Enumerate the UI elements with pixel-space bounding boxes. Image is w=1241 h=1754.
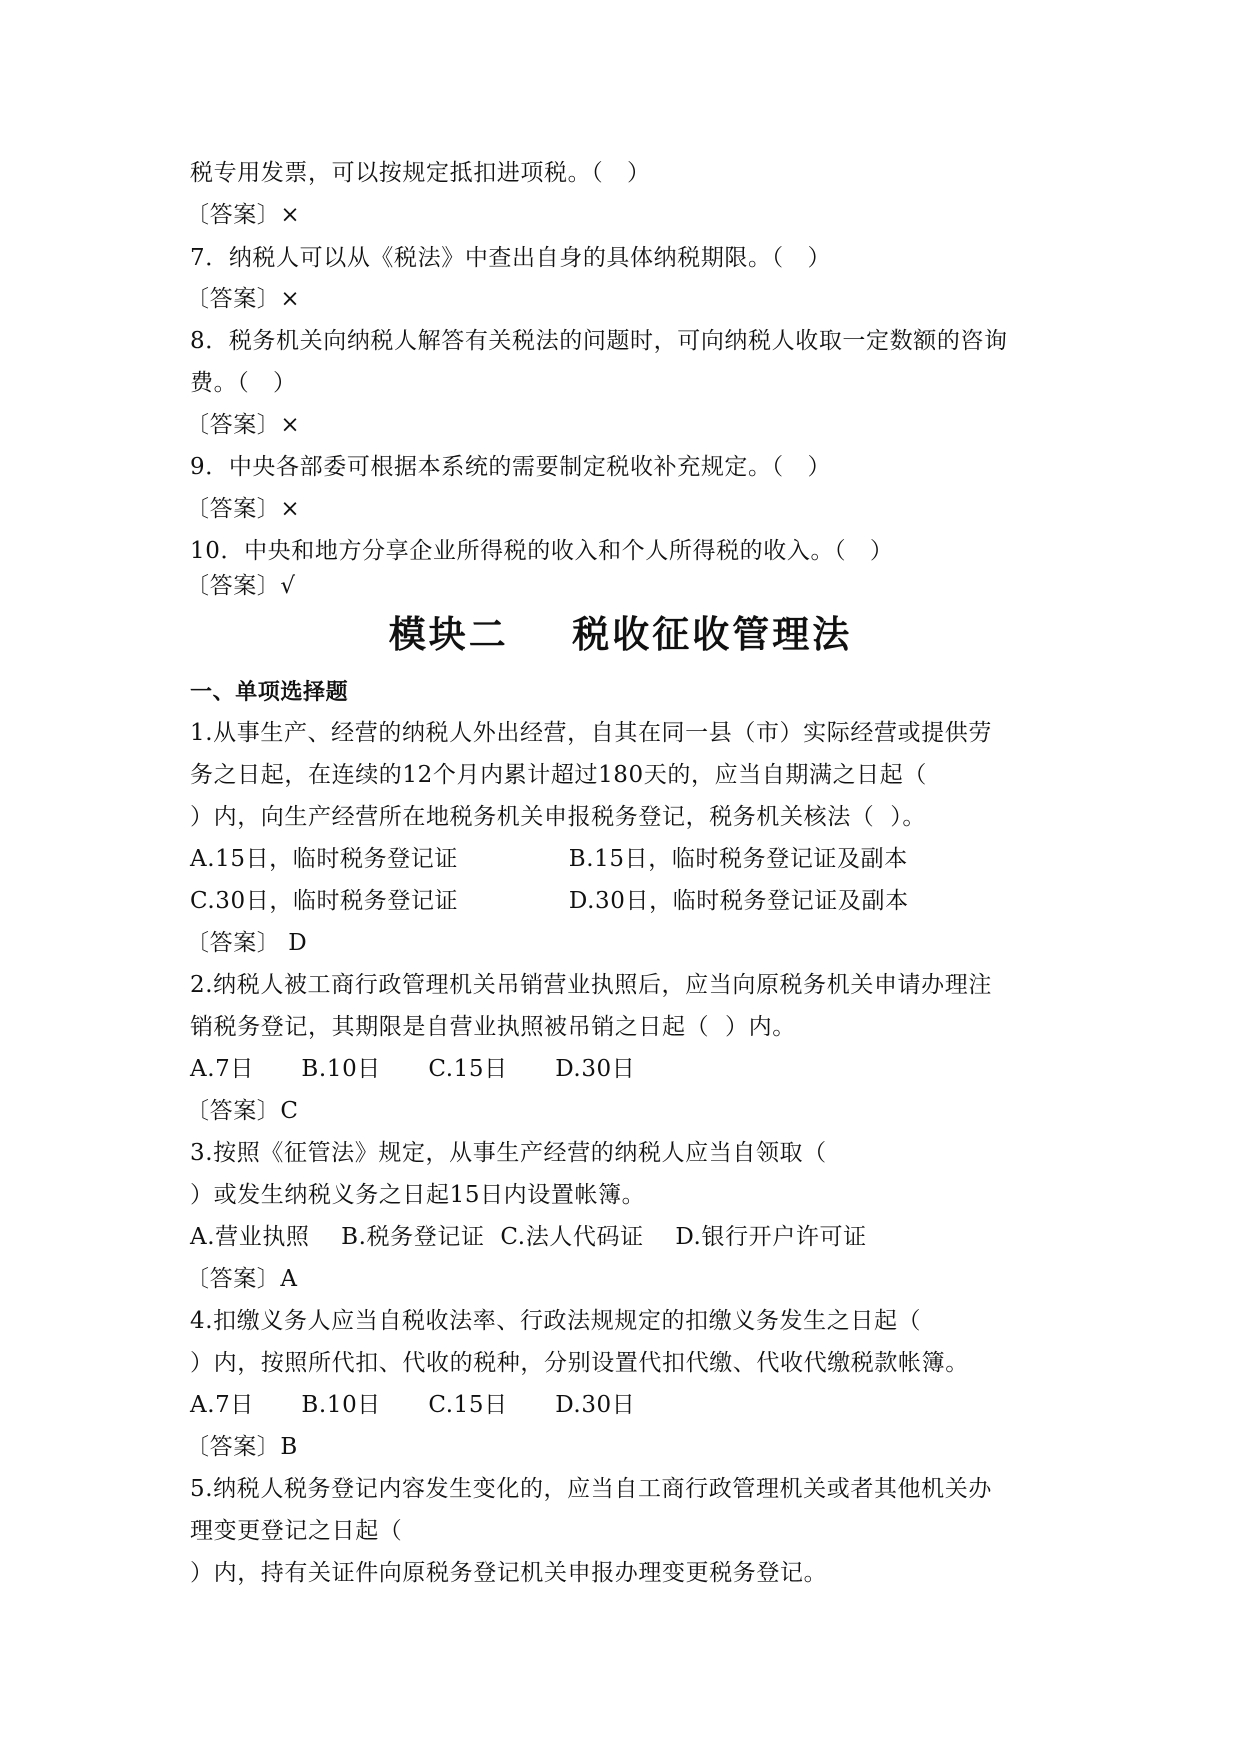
text-line: ）内，按照所代扣、代收的税种，分别设置代扣代缴、代收代缴税款帐簿。 <box>190 1350 969 1376</box>
answer-line: 〔答案〕× <box>186 202 301 228</box>
text-line: 税专用发票，可以按规定抵扣进项税。（ ） <box>190 160 651 186</box>
answer-line: 〔答案〕A <box>186 1266 298 1292</box>
answer-line: 〔答案〕C <box>186 1098 299 1124</box>
question-line: 10．中央和地方分享企业所得税的收入和个人所得税的收入。（ ） <box>190 538 894 564</box>
text-line: ）内，向生产经营所在地税务机关申报税务登记，税务机关核法（ ）。 <box>190 804 926 830</box>
answer-line: 〔答案〕× <box>186 496 301 522</box>
options-line: A.7日 B.10日 C.15日 D.30日 <box>190 1392 636 1418</box>
text-line: 理变更登记之日起（ <box>190 1518 403 1544</box>
answer-line: 〔答案〕B <box>186 1434 298 1460</box>
answer-line: 〔答案〕 D <box>186 930 308 956</box>
question-line: 4.扣缴义务人应当自税收法率、行政法规规定的扣缴义务发生之日起（ <box>190 1308 922 1334</box>
text-line: ）内，持有关证件向原税务登记机关申报办理变更税务登记。 <box>190 1560 828 1586</box>
text-line: 销税务登记，其期限是自营业执照被吊销之日起（ ）内。 <box>190 1014 796 1040</box>
options-line: A.15日，临时税务登记证 B.15日，临时税务登记证及副本 <box>190 846 908 872</box>
text-line: 费。（ ） <box>190 370 297 396</box>
options-line: A.7日 B.10日 C.15日 D.30日 <box>190 1056 636 1082</box>
options-line: A.营业执照 B.税务登记证 C.法人代码证 D.银行开户许可证 <box>190 1224 867 1250</box>
question-line: 7．纳税人可以从《税法》中查出自身的具体纳税期限。（ ） <box>190 245 832 271</box>
text-line: ）或发生纳税义务之日起15日内设置帐簿。 <box>190 1182 646 1208</box>
module-title: 模块二 税收征收管理法 <box>388 613 853 656</box>
options-line: C.30日，临时税务登记证 D.30日，临时税务登记证及副本 <box>190 888 909 914</box>
section-title: 一、单项选择题 <box>190 680 349 705</box>
text-line: 务之日起，在连续的12个月内累计超过180天的，应当自期满之日起（ <box>190 762 927 788</box>
answer-line: 〔答案〕× <box>186 412 301 438</box>
question-line: 1.从事生产、经营的纳税人外出经营，自其在同一县（市）实际经营或提供劳 <box>190 720 992 746</box>
question-line: 9．中央各部委可根据本系统的需要制定税收补充规定。（ ） <box>190 454 832 480</box>
question-line: 2.纳税人被工商行政管理机关吊销营业执照后，应当向原税务机关申请办理注 <box>190 972 992 998</box>
question-line: 3.按照《征管法》规定，从事生产经营的纳税人应当自领取（ <box>190 1140 827 1166</box>
answer-line: 〔答案〕√ <box>186 573 296 599</box>
answer-line: 〔答案〕× <box>186 286 301 312</box>
question-line: 5.纳税人税务登记内容发生变化的，应当自工商行政管理机关或者其他机关办 <box>190 1476 992 1502</box>
question-line: 8．税务机关向纳税人解答有关税法的问题时，可向纳税人收取一定数额的咨询 <box>190 328 1008 354</box>
